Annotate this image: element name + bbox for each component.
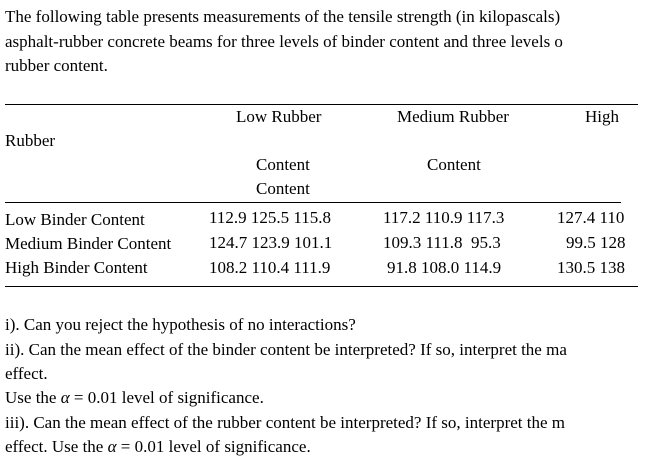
col-header-medium-rubber: Medium Rubber — [397, 107, 509, 126]
intro-line-1: The following table presents measurements of the tensile strength (in kilopascals) — [5, 7, 561, 26]
cell-high-rubber: 130.5 138 — [557, 258, 625, 277]
cell-high-rubber: 99.5 128 — [566, 233, 626, 252]
row-label: Low Binder Content — [5, 210, 145, 229]
alpha-symbol: α — [60, 388, 70, 407]
col-header-low-content-2: Content — [256, 179, 310, 198]
col-header-low-content-1: Content — [256, 155, 310, 174]
row-label: High Binder Content — [5, 258, 148, 277]
question-3-line-1: iii). Can the mean effect of the rubber content be interpreted? If so, interpret the m — [5, 413, 565, 432]
cell-medium-rubber: 91.8 108.0 114.9 — [387, 258, 502, 277]
question-3-prefix: effect. Use the — [5, 437, 108, 456]
intro-line-3: rubber content. — [5, 56, 108, 75]
question-3-suffix: = 0.01 level of significance. — [116, 437, 311, 456]
intro-line-2: asphalt-rubber concrete beams for three levels of binder content and three levels o — [5, 32, 563, 51]
alpha-symbol: α — [107, 437, 117, 456]
table-header-rule — [5, 202, 621, 203]
cell-low-rubber: 124.7 123.9 101.1 — [209, 233, 333, 252]
question-2-line-1: ii). Can the mean effect of the binder content be interpreted? If so, interpret the ma — [5, 340, 567, 359]
table-bottom-rule — [5, 286, 638, 287]
cell-high-rubber: 127.4 110 — [557, 208, 625, 227]
significance-prefix: Use the — [5, 388, 61, 407]
question-3-line-2 — [5, 437, 311, 457]
row-label: Medium Binder Content — [5, 234, 172, 253]
cell-medium-rubber: 109.3 111.8 95.3 — [383, 233, 501, 252]
cell-low-rubber: 108.2 110.4 111.9 — [209, 258, 331, 277]
table-top-rule — [5, 104, 638, 105]
stub-header: Rubber — [5, 131, 56, 150]
cell-medium-rubber: 117.2 110.9 117.3 — [383, 208, 505, 227]
significance-suffix: = 0.01 level of significance. — [69, 388, 264, 407]
significance-note — [5, 388, 264, 408]
col-header-medium-content: Content — [427, 155, 481, 174]
cell-low-rubber: 112.9 125.5 115.8 — [209, 208, 331, 227]
question-2-line-2: effect. — [5, 364, 48, 383]
col-header-high-rubber: High — [585, 107, 619, 126]
question-1: i). Can you reject the hypothesis of no interactions? — [5, 315, 356, 334]
col-header-low-rubber: Low Rubber — [236, 107, 322, 126]
